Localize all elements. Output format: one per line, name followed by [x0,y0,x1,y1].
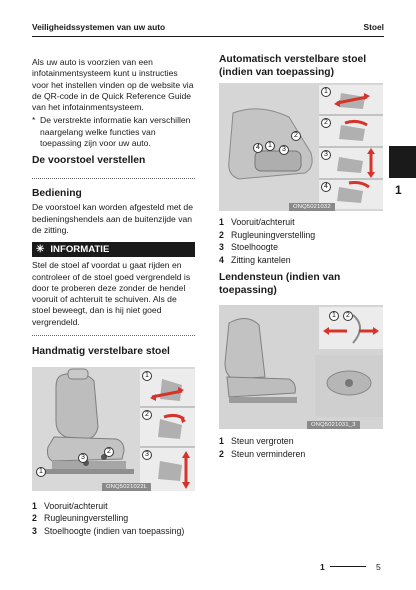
list-item: 2 Rugleuningverstelling [32,513,129,524]
callout-badge: 1 [329,311,339,321]
list-item: 3 Stoelhoogte (indien van toepassing) [32,525,185,536]
list-item: 1 Steun vergroten [219,436,294,447]
list-item: 1 Vooruit/achteruit [32,500,108,511]
note [32,115,195,149]
dotted-divider [32,178,195,179]
page-number: 5 [376,562,381,572]
callout-badge: 1 [321,87,331,97]
info-text: Stel de stoel af voordat u gaat rijden en controleer of de stoel goed vergrendeld is door te proberen deze zonder de hendel vooruit of achteruit te schuiven. Als de stoel beweegt, dan is hij niet goed vergrendeld. [32,260,191,327]
callout-badge: 2 [291,131,301,141]
lumbar-list [219,435,383,460]
chapter-title: Stoel [363,22,384,32]
info-label: INFORMATIE [50,244,110,256]
auto-seat-figure [219,83,383,211]
info-banner [32,242,195,257]
info-star-icon: ✳ [36,244,45,256]
auto-seat-list [219,216,383,266]
callout-badge: 4 [321,182,331,192]
lumbar-illustration [219,305,383,429]
figure-code: ONQ5021031_3 [307,421,360,429]
figure-code: ONQ5021022L [102,483,151,491]
note-mark: * [32,115,36,126]
operation-text: De voorstoel kan worden afgesteld met de bedieningshendels aan de buitenzijde van de zitting. [32,202,193,235]
callout-badge: 3 [321,150,331,160]
list-item: 4 Zitting kantelen [219,254,291,265]
lumbar-heading: Lendensteun (indien van toepassing) [219,272,341,296]
callout-badge: 2 [321,118,331,128]
list-item: 1 Vooruit/achteruit [219,217,295,227]
callout-badge: 4 [253,143,263,153]
callout-badge: 2 [104,447,114,457]
section-title: Veiligheidssystemen van uw auto [32,22,166,32]
callout-badge: 3 [279,145,289,155]
note-text: De verstrekte informatie kan verschillen naargelang welke functies van toepassing zijn voor uw auto. [40,115,191,149]
dotted-divider [32,335,195,336]
manual-seat-list [32,500,195,538]
list-item: 3 Stoelhoogte [219,242,278,253]
auto-seat-illustration [219,83,383,211]
manual-seat-illustration [32,367,195,491]
footer-rule [330,566,366,567]
auto-seat-heading: Automatisch verstelbare stoel (indien van toepassing) [219,54,367,78]
list-item: 2 Rugleuningverstelling [219,229,316,240]
chapter-tab-number: 1 [395,183,402,197]
callout-badge: 1 [265,141,275,151]
callout-badge: 2 [142,410,152,420]
page-header [32,0,384,36]
header-rule [32,36,384,37]
callout-badge: 1 [36,467,46,477]
chapter-tab [389,146,416,178]
left-column [32,46,195,537]
manual-seat-heading: Handmatig verstelbare stoel [32,346,170,358]
callout-badge: 3 [78,453,88,463]
list-item: 2 Steun verminderen [219,448,306,459]
intro-paragraph: Als uw auto is voorzien van een infotainmentsysteem kunt u instructies voor het instellen vinden op de website via de QR-code in de Quick Reference Guide van het infotainmentsysteem. [32,57,194,113]
callout-badge: 3 [142,450,152,460]
right-column [219,46,383,461]
figure-code: ONQ5021032 [289,203,335,211]
manual-seat-figure [32,367,195,491]
lumbar-figure [219,305,383,429]
front-seat-heading: De voorstoel verstellen [32,155,146,167]
footer-chapter: 1 [320,562,325,572]
operation-heading: Bediening [32,187,82,199]
callout-badge: 2 [343,311,353,321]
callout-badge: 1 [142,371,152,381]
